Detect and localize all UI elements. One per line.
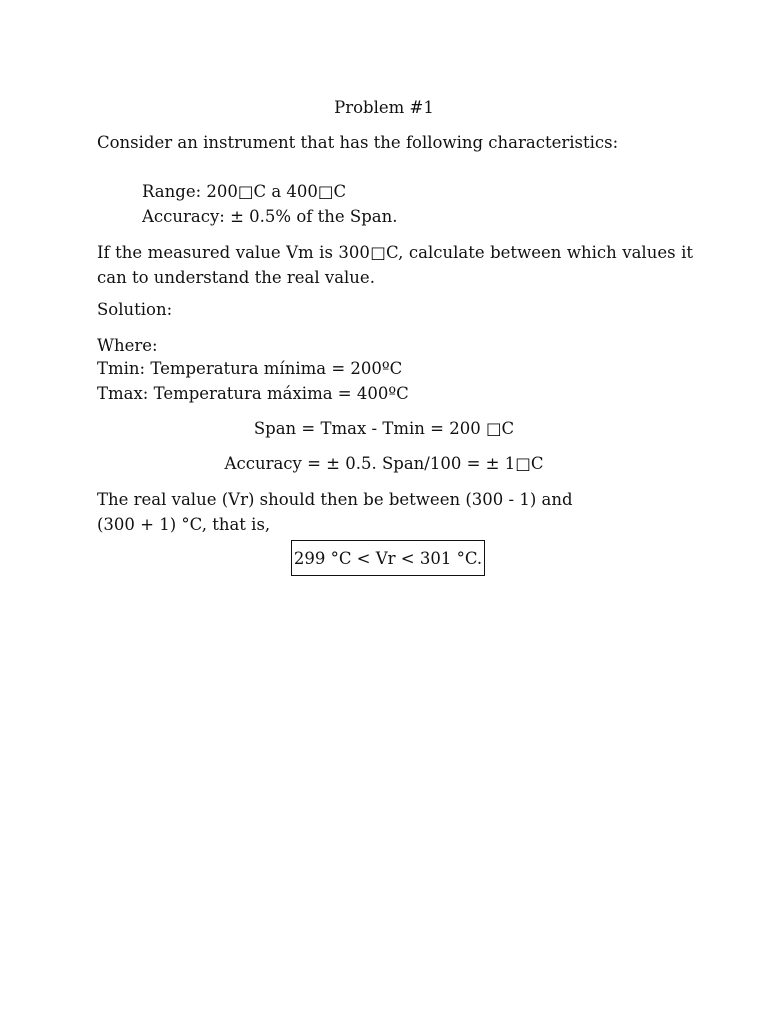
intro-text: Consider an instrument that has the following characteristics: bbox=[97, 133, 619, 152]
tmin-definition: Tmin: Temperatura mínima = 200ºC bbox=[97, 359, 403, 378]
range-line: Range: 200□C a 400□C bbox=[142, 182, 347, 201]
problem-title: Problem #1 bbox=[334, 98, 434, 117]
span-equation: Span = Tmax - Tmin = 200 □C bbox=[253, 419, 515, 438]
solution-label: Solution: bbox=[97, 300, 173, 319]
where-label: Where: bbox=[97, 336, 158, 355]
question-paragraph: If the measured value Vm is 300□C, calculate between which values it can to understand the real value. bbox=[97, 243, 693, 287]
conclusion-line-2: (300 + 1) °C, that is, bbox=[97, 515, 271, 534]
accuracy-equation: Accuracy = ± 0.5. Span/100 = ± 1□C bbox=[224, 454, 544, 473]
boxed-result: 299 °C < Vr < 301 °C. bbox=[291, 540, 485, 576]
conclusion-line-1: The real value (Vr) should then be between (300 - 1) and bbox=[97, 490, 573, 509]
accuracy-spec-line: Accuracy: ± 0.5% of the Span. bbox=[142, 207, 398, 226]
tmax-definition: Tmax: Temperatura máxima = 400ºC bbox=[97, 384, 409, 403]
